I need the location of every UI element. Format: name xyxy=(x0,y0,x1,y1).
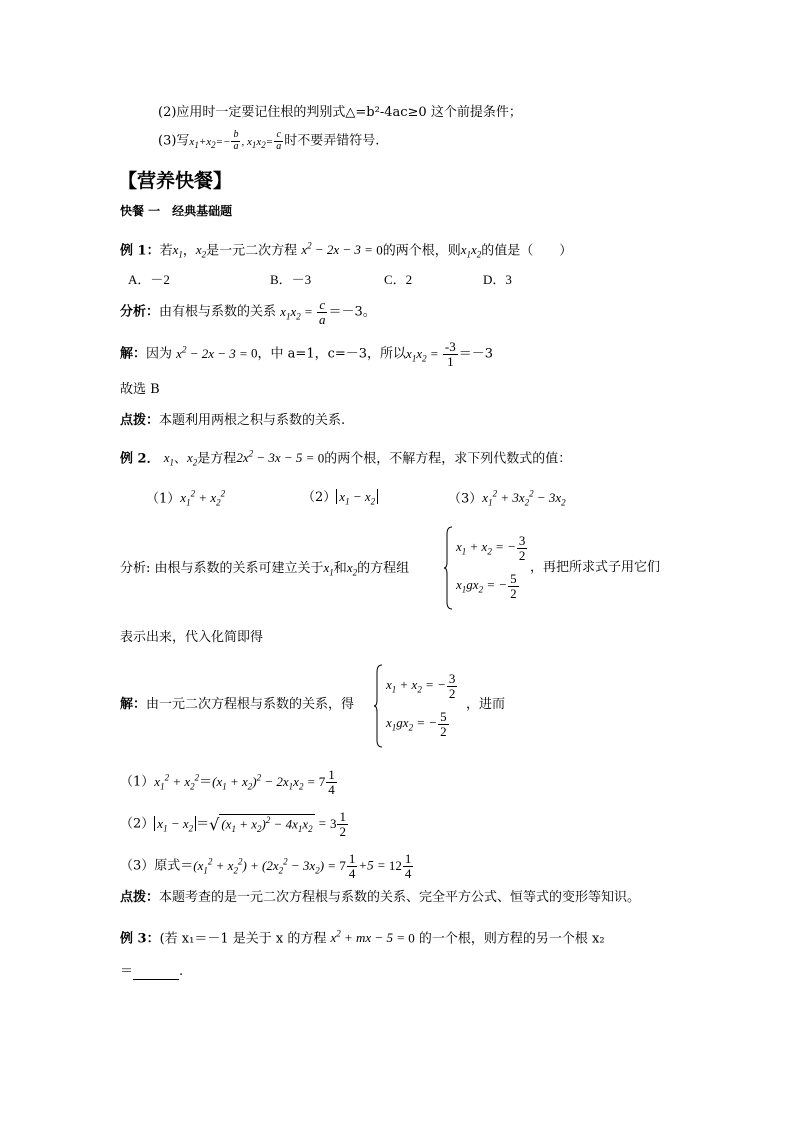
example-1-analysis: 分析：由有根与系数的关系 $x_1x_2$ = $\frac{c}{a}$ ＝－3。 xyxy=(120,297,376,327)
equation-system-1: $x_1 + x_2$ = − $\frac{3}{2}$ $x_1gx_2$ = − $\frac{5}{2}$ xyxy=(444,526,544,610)
example-1-solution: 解：因为 $x^2 - 2x - 3 = 0$，中 a=1，c=－3，所以$x_1x_2$ = $\frac{-3}{1}$ ＝－3 xyxy=(120,339,494,369)
subsection-title: 快餐 一 经典基础题 xyxy=(120,204,233,218)
example-1-question: 例 1：若$x_1$，$x_2$是一元二次方程 $x^2 - 2x - 3 = 0$的两个根，则$x_1x_2$的值是（ ） xyxy=(120,241,573,260)
option-c: C．2 xyxy=(384,272,413,287)
intro-line-2: (2)应用时一定要记住根的判别式△=b²-4ac≥0 这个前提条件； xyxy=(158,105,522,120)
example-1-choose: 故选 B xyxy=(120,382,160,397)
brace-icon xyxy=(374,664,384,748)
option-b: B．－3 xyxy=(270,272,312,287)
equation-system-2: $x_1 + x_2$ = − $\frac{3}{2}$ $x_1gx_2$ = − $\frac{5}{2}$ xyxy=(374,664,474,748)
intro-line-3: (3)写$x_1+x_2=-$ $\frac{b}{a}$ , $x_1x_2=$ $\frac{c}{a}$ 时不要弄错符号. xyxy=(158,129,380,152)
example-3-question: 例 3：(若 x₁＝－1 是关于 x 的方程 $x^2$ + mx − 5 = 0 的一个根，则方程的另一个根 x₂ xyxy=(120,929,605,947)
example-2-solution-end: ，进而 xyxy=(466,697,506,712)
example-1-tip: 点拨：本题利用两根之积与系数的关系. xyxy=(120,413,346,428)
example-2-analysis: 分析: 由根与系数的关系可建立关于$x_1$和$x_2$的方程组 xyxy=(120,560,410,578)
example-2-question: 例 2． $x_1$、$x_2$是方程$2x^2 - 3x - 5 = 0$的两个根，不解方程，求下列代数式的值： xyxy=(120,449,572,468)
answer-blank[interactable] xyxy=(133,967,179,980)
brace-icon xyxy=(444,526,454,610)
example-2-analysis-line2: 表示出来，代入化简即得 xyxy=(120,630,264,645)
example-2-q2: （2） $x_1 - x_2$ xyxy=(302,489,378,507)
example-2-analysis-cont: ，再把所求式子用它们 xyxy=(530,560,661,575)
example-3-answer-line: ＝ . xyxy=(120,964,184,979)
option-d: D．3 xyxy=(483,272,512,287)
solution-2: （2） $x_1 - x_2$ ＝ √ $(x_1 + x_2)^2 - 4x_1x_2$ = 3 $\frac{1}{2}$ xyxy=(120,809,346,839)
example-2-q3: $(3)x_1^2 + 3x_2^2 - 3x_2$ xyxy=(448,489,566,508)
option-a: A．－2 xyxy=(128,272,170,287)
example-2-tip: 点拨：本题考查的是一元二次方程根与系数的关系、完全平方公式、恒等式的变形等知识。 xyxy=(120,890,641,905)
example-2-solution: 解：由一元二次方程根与系数的关系，得 xyxy=(120,697,355,712)
example-2-q1: $(1)x_1^2 + x_2^2$ xyxy=(146,489,226,508)
solution-3: （3）原式$=(x_1^2 + x_2^2) + (2x_2^2 - 3x_2)$ = 7 $\frac{1}{4}$ +5 = 12 $\frac{1}{4}$ xyxy=(120,851,412,881)
section-title: 【营养快餐】 xyxy=(118,170,233,192)
solution-1: $(1)x_1^2 + x_2^2=(x_1 + x_2)^2 - 2x_1x_2$ = 7 $\frac{1}{4}$ xyxy=(120,767,335,797)
